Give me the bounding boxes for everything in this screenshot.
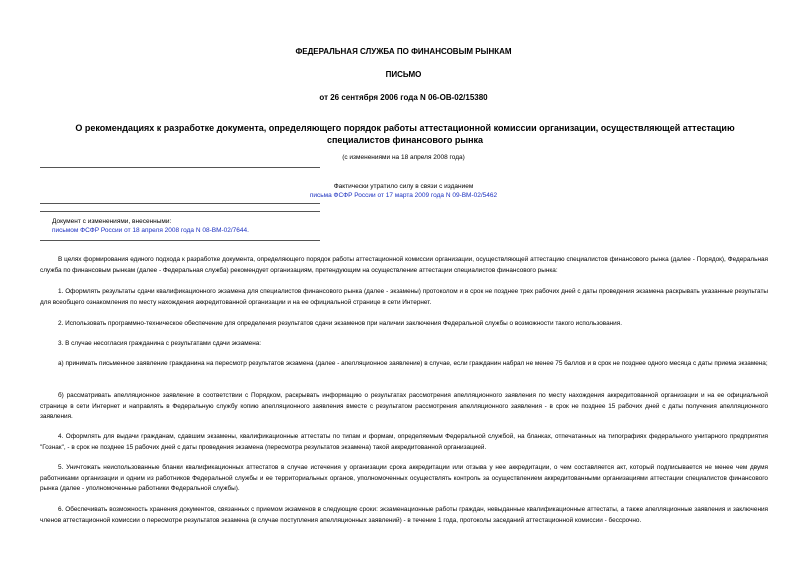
divider bbox=[40, 240, 320, 241]
changes-label: Документ с изменениями, внесенными: bbox=[52, 218, 172, 225]
paragraph-3b: б) рассматривать апелляционное заявление в соответствии с Порядком, раскрывать информацию о результатах рассмотрения апелляционного заявления по месту нахождения аккредитованной организации и на ее официальной странице в сети Интернет и направлять в Федеральную службу копию апелляционного заявления вместе с результатом рассмотрения апелляционного заявления - в срок не позднее 15 рабочих дней с даты получения апелляционного заявления. bbox=[40, 392, 768, 420]
divider bbox=[40, 211, 320, 212]
status-link[interactable]: письма ФСФР России от 17 марта 2009 года N 09-ВМ-02/5462 bbox=[309, 192, 498, 199]
divider bbox=[40, 167, 320, 168]
paragraph-4: 4. Оформлять для выдачи гражданам, сдавшим экзамены, квалификационные аттестаты по типам и формам, определяемым Федеральной службой, на бланках, отпечатанных на типографиях федерального унитарного предприятия "Гознак", - в срок не позднее 15 рабочих дней с даты проведения экзамена (пересмотра результатов экзамена) такой аккредитованной организацией. bbox=[40, 433, 768, 451]
paragraph-3: 3. В случае несогласия гражданина с результатами сдачи экзамена: bbox=[58, 340, 262, 347]
paragraph-5: 5. Уничтожать неиспользованные бланки квалификационных аттестатов в случае истечения у организации срока аккредитации или отзыва у нее аккредитации, о чем составляется акт, который подписывается не менее чем двумя работниками организации и одним из работников Федеральной службы и ее территориальных органов, уполномоченных осуществлять контроль за осуществлением аккредитованными организациями аттестации специалистов финансового рынка (далее - уполномоченные работники Федеральной службы). bbox=[40, 464, 768, 492]
document-type: ПИСЬМО bbox=[385, 70, 422, 79]
document-title: О рекомендациях к разработке документа, определяющего порядок работы аттестационной комиссии организации, осуществляющей аттестацию специалистов финансового рынка bbox=[75, 123, 735, 145]
paragraph-3a: а) принимать письменное заявление гражданина на пересмотр результатов экзамена (далее - апелляционное заявление) в случае, если гражданин набрал не менее 75 баллов и в срок не позднее одного месяца с даты приема экзамена; bbox=[58, 360, 768, 367]
paragraph-6: 6. Обеспечивать возможность хранения документов, связанных с приемом экзаменов в следующие сроки: экзаменационные работы граждан, невыданные квалификационные аттестаты, а также апелляционные заявления и заключения членов аттестационной комиссии о пересмотре результатов экзамена (в случае поступления апелляционных заявлений) - в течение 1 года, протоколы заседаний аттестационной комиссии - бессрочно. bbox=[40, 506, 768, 524]
paragraph-intro: В целях формирования единого подхода к разработке документа, определяющего порядок работы аттестационной комиссии организации, осуществляющей аттестацию специалистов финансового рынка (далее - Порядок), Федеральная служба по финансовым рынкам (далее - Федеральная служба) рекомендует организациям, претендующим на осуществление аттестации специалистов финансового рынка: bbox=[40, 256, 768, 274]
divider bbox=[40, 203, 320, 204]
paragraph-1: 1. Оформлять результаты сдачи квалификационного экзамена для специалистов финансового рынка (далее - экзамены) протоколом и в срок не позднее трех рабочих дней с даты проведения экзамена раскрывать указанные результаты для всеобщего ознакомления по месту нахождения аккредитованной организации и на ее официальной странице в сети Интернет. bbox=[40, 288, 768, 306]
edition-note: (с изменениями на 18 апреля 2008 года) bbox=[342, 154, 465, 161]
status-text: Фактически утратило силу в связи с изданием bbox=[333, 183, 474, 190]
paragraph-2: 2. Использовать программно-техническое обеспечение для определения результатов сдачи экзаменов при наличии заключения Федеральной службы о возможности такого использования. bbox=[58, 320, 622, 327]
changes-link[interactable]: письмом ФСФР России от 18 апреля 2008 года N 08-ВМ-02/7644. bbox=[52, 227, 249, 234]
document-date-number: от 26 сентября 2006 года N 06-ОВ-02/15380 bbox=[319, 93, 488, 102]
agency-name: ФЕДЕРАЛЬНАЯ СЛУЖБА ПО ФИНАНСОВЫМ РЫНКАМ bbox=[295, 47, 512, 56]
